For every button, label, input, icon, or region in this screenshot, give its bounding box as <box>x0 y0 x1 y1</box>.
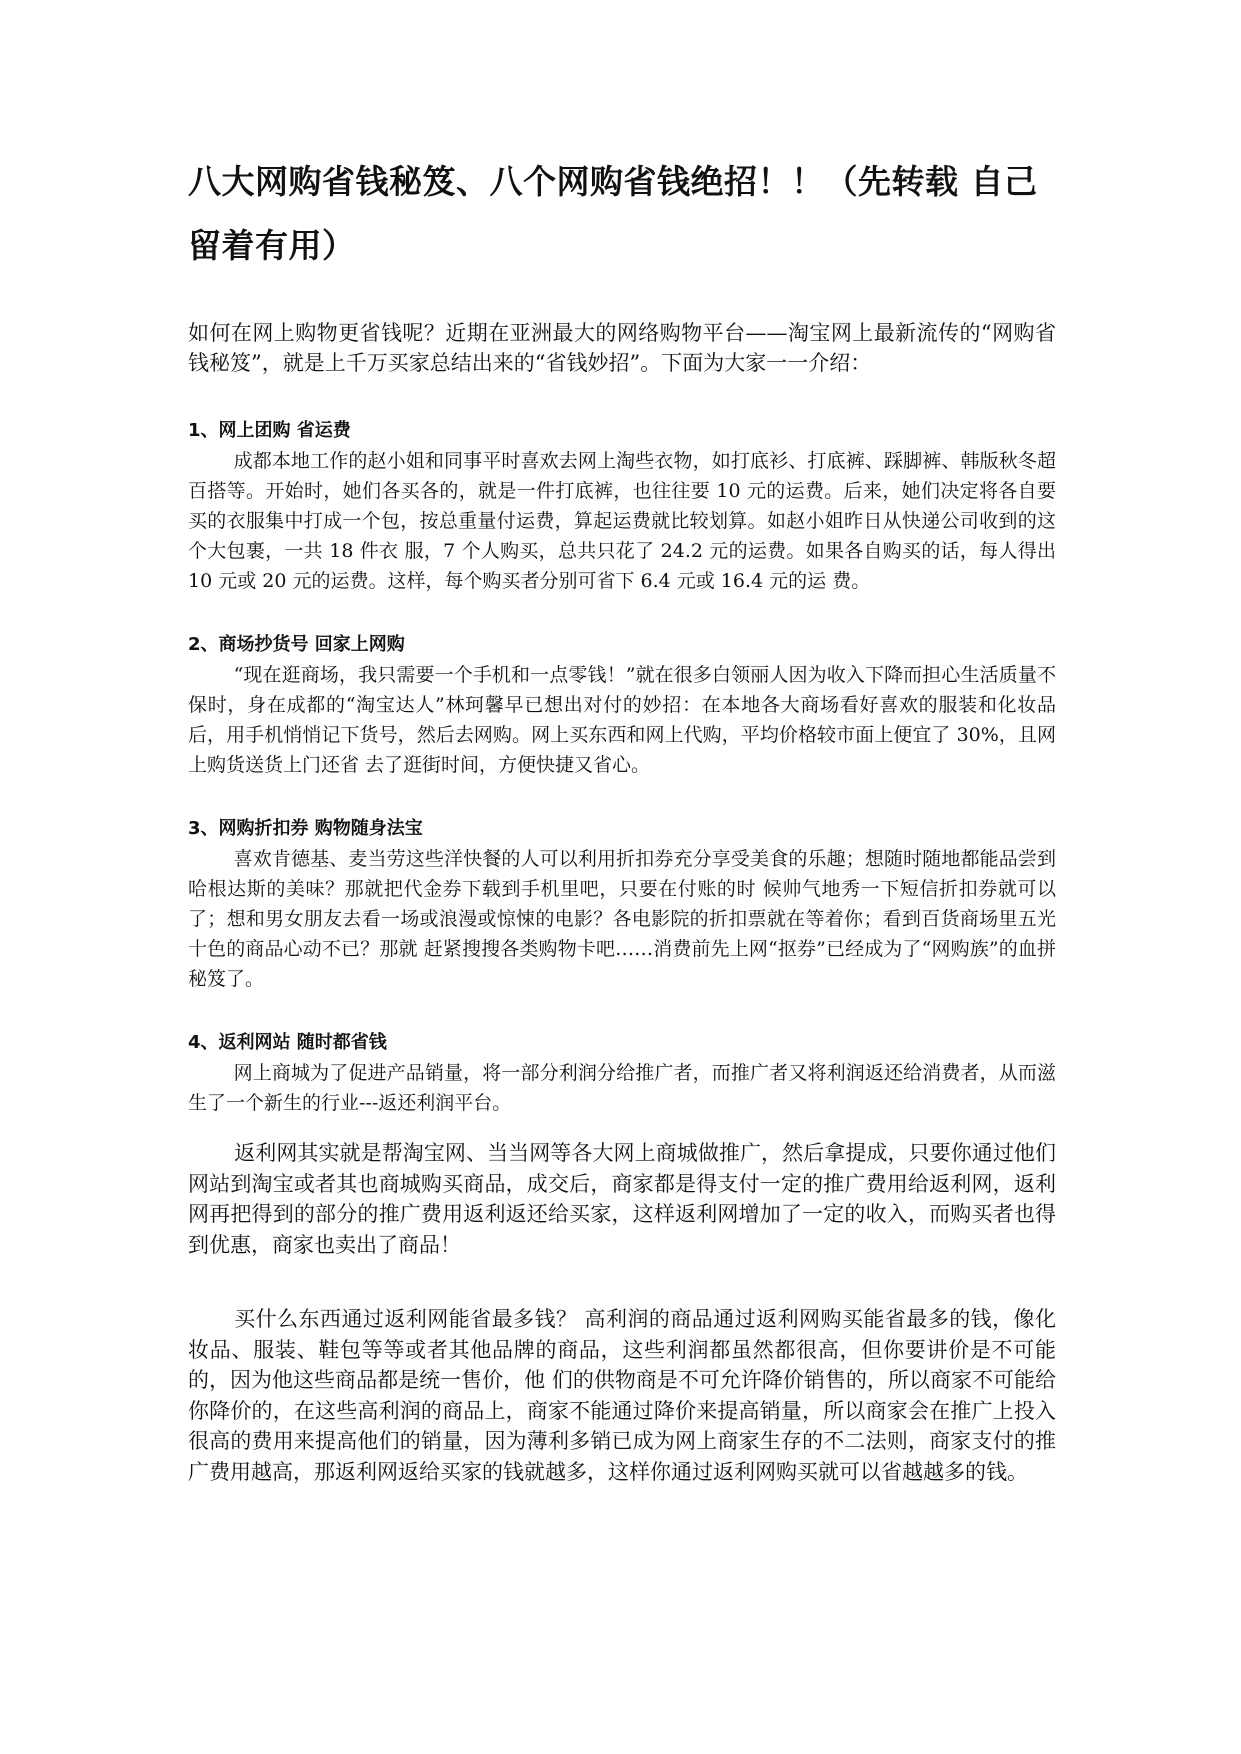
intro-paragraph: 如何在网上购物更省钱呢？近期在亚洲最大的网络购物平台——淘宝网上最新流传的“网购省钱秘笈”，就是上千万买家总结出来的“省钱妙招”。下面为大家一一介绍： <box>188 321 1056 375</box>
rebate-explanation-paragraph: 返利网其实就是帮淘宝网、当当网等各大网上商城做推广，然后拿提成，只要你通过他们网站到淘宝或者其也商城购买商品，成交后，商家都是得支付一定的推广费用给返利网，返利网再把得到的部分的推广费用返利返还给买家，这样返利网增加了一定的收入，而购买者也得到优惠，商家也卖出了商品！ <box>188 1141 1056 1257</box>
section-group-buy <box>188 416 1056 596</box>
section-rebate-sites <box>188 1028 1056 1118</box>
section-heading: 1、网上团购 省运费 <box>188 420 351 441</box>
section-coupons <box>188 814 1056 994</box>
document-title: 八大网购省钱秘笈、八个网购省钱绝招！！（先转载 自己留着有用） <box>188 162 1038 265</box>
section-heading: 2、商场抄货号 回家上网购 <box>188 634 405 655</box>
section-heading: 4、返利网站 随时都省钱 <box>188 1032 387 1053</box>
rebate-savings-paragraph: 买什么东西通过返利网能省最多钱？ 高利润的商品通过返利网购买能省最多的钱，像化妆品、服装、鞋包等等或者其他品牌的商品，这些利润都虽然都很高，但你要讲价是不可能的，因为他这些商品都是统一售价，他 们的供物商是不可允许降价销售的，所以商家不可能给你降价的，在这些高利润的商品上，商家不能通过降价来提高销量，所以商家会在推广上投入很高的费用来提高他们的销量，因为薄利多销已成为网上商家生存的不二法则，商家支付的推广费用越高，那返利网返给买家的钱就越多，这样你通过返利网购买就可以省越越多的钱。 <box>188 1307 1056 1484</box>
section-body: 成都本地工作的赵小姐和同事平时喜欢去网上淘些衣物，如打底衫、打底裤、踩脚裤、韩版秋冬超百搭等。开始时，她们各买各的，就是一件打底裤，也往往要 10 元的运费。后来，她们决定将各自要买的衣服集中打成一个包，按总重量付运费，算起运费就比较划算。如赵小姐昨日从快递公司收到的这个大包裹，一共 18 件衣 服，7 个人购买，总共只花了 24.2 元的运费。如果各自购买的话，每人得出 10 元或 20 元的运费。这样，每个购买者分别可省下 6.4 元或 16.4 元的运 费。 <box>188 450 1056 592</box>
section-heading: 3、网购折扣券 购物随身法宝 <box>188 818 423 839</box>
section-body: “现在逛商场，我只需要一个手机和一点零钱！”就在很多白领丽人因为收入下降而担心生活质量不保时，身在成都的“淘宝达人”林珂馨早已想出对付的妙招：在本地各大商场看好喜欢的服装和化妆品后，用手机悄悄记下货号，然后去网购。网上买东西和网上代购，平均价格较市面上便宜了 30%，且网上购货送货上门还省 去了逛街时间，方便快捷又省心。 <box>188 664 1056 776</box>
section-body: 喜欢肯德基、麦当劳这些洋快餐的人可以利用折扣券充分享受美食的乐趣；想随时随地都能品尝到哈根达斯的美味？那就把代金券下载到手机里吧，只要在付账的时 候帅气地秀一下短信折扣券就可以了；想和男女朋友去看一场或浪漫或惊悚的电影？各电影院的折扣票就在等着你；看到百货商场里五光十色的商品心动不已？那就 赶紧搜搜各类购物卡吧……消费前先上网“抠券”已经成为了“网购族”的血拼秘笈了。 <box>188 848 1056 990</box>
section-body: 网上商城为了促进产品销量，将一部分利润分给推广者，而推广者又将利润返还给消费者，从而滋生了一个新生的行业---返还利润平台。 <box>188 1062 1056 1114</box>
section-mall-item-number <box>188 630 1056 780</box>
document-page <box>188 150 1056 1487</box>
